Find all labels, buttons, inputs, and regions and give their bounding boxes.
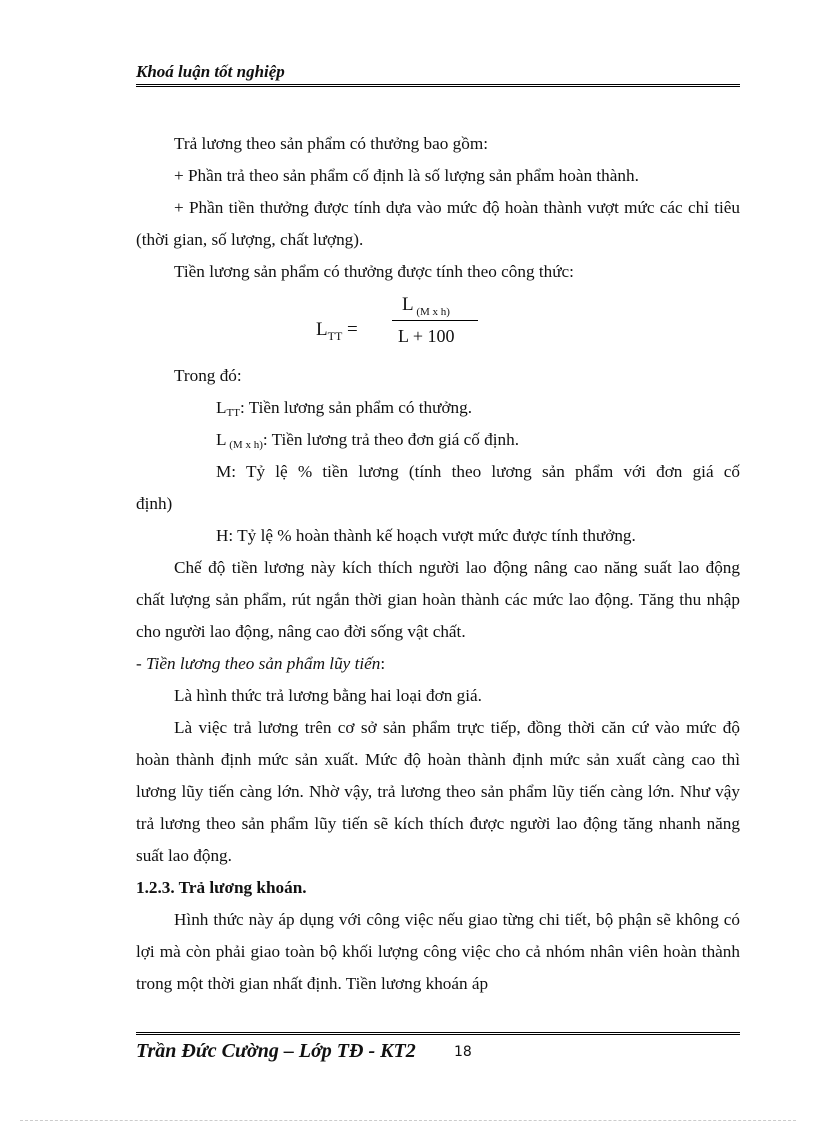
bullet-dash: - xyxy=(136,654,147,673)
formula-lhs-subscript: TT xyxy=(327,328,343,343)
where-label: Trong đó: xyxy=(174,366,242,385)
paragraph-fixed-part: + Phần trả theo sản phẩm cố định là số lượng sản phẩm hoàn thành. xyxy=(174,166,639,185)
footer-author: Trần Đức Cường – Lớp TĐ - KT2 xyxy=(136,1040,416,1062)
formula-denominator: L + 100 xyxy=(398,326,455,346)
bonus-wage-formula xyxy=(136,294,740,360)
bullet-colon: : xyxy=(380,654,386,673)
formula-fraction xyxy=(392,290,482,351)
paragraph-contract-wage: Hình thức này áp dụng với công việc nếu giao từng chi tiết, bộ phận sẽ không có lợi mà còn phải giao toàn bộ khối lượng công việc cho cả nhóm nhân viên hoàn thành trong một thời gian nhất định. Tiền lương khoán áp xyxy=(136,910,740,993)
paragraph-two-prices: Là hình thức trả lương bằng hai loại đơn giá. xyxy=(174,686,482,705)
page-number: 18 xyxy=(454,1044,472,1060)
definition-lmh-subscript: (M x h) xyxy=(226,439,263,451)
body-text xyxy=(136,128,740,1000)
definition-ltt-subscript: TT xyxy=(226,407,240,419)
definition-ltt-symbol: L xyxy=(216,398,227,417)
definition-h: H: Tỷ lệ % hoàn thành kế hoạch vượt mức được tính thưởng. xyxy=(216,526,636,545)
definition-lmh xyxy=(136,424,740,456)
formula-numerator-subscript: (M x h) xyxy=(413,305,450,318)
definition-lmh-text: : Tiền lương trả theo đơn giá cố định. xyxy=(262,430,520,449)
paragraph-formula-intro: Tiền lương sản phẩm có thưởng được tính theo công thức: xyxy=(174,262,574,281)
paragraph-bonus-part: + Phần tiền thưởng được tính dựa vào mức độ hoàn thành vượt mức các chỉ tiêu (thời gian, số lượng, chất lượng). xyxy=(136,198,740,249)
formula-lhs xyxy=(316,314,358,352)
page-edge-divider xyxy=(20,1120,796,1121)
definition-m-continued: định) xyxy=(136,494,173,513)
running-header-title: Khoá luận tốt nghiệp xyxy=(136,62,285,81)
paragraph-incentive: Chế độ tiền lương này kích thích người lao động nâng cao năng suất lao động chất lượng sản phẩm, rút ngắn thời gian hoàn thành các mức lao động. Tăng thu nhập cho người lao động, nâng cao đời sống vật chất. xyxy=(136,558,740,641)
definition-lmh-symbol: L xyxy=(216,430,227,449)
formula-equals: = xyxy=(342,319,358,340)
definition-m: M: Tỷ lệ % tiền lương (tính theo lương sản phẩm với đơn giá cố xyxy=(216,462,740,481)
paragraph-intro: Trả lương theo sản phẩm có thưởng bao gồm: xyxy=(174,134,489,153)
header-rule xyxy=(136,84,740,87)
formula-numerator-symbol: L xyxy=(402,294,414,315)
footer-rule xyxy=(136,1032,740,1035)
definition-ltt xyxy=(136,392,740,424)
formula-numerator xyxy=(392,290,482,320)
bullet-progressive-wage xyxy=(136,648,740,680)
paragraph-progressive-detail: Là việc trả lương trên cơ sở sản phẩm trực tiếp, đồng thời căn cứ vào mức độ hoàn thành định mức sản xuất. Mức độ hoàn thành định mức sản xuất càng cao thì lương lũy tiến càng lớn. Nhờ vậy, trả lương theo sản phẩm lũy tiến càng lớn. Như vậy trả lương theo sản phẩm lũy tiến sẽ kích thích được người lao động tăng nhanh năng suất lao động. xyxy=(136,718,740,865)
section-heading: 1.2.3. Trả lương khoán. xyxy=(136,878,307,897)
formula-lhs-symbol: L xyxy=(316,319,328,340)
definition-ltt-text: : Tiền lương sản phẩm có thưởng. xyxy=(239,398,473,417)
bullet-progressive-wage-title: Tiền lương theo sản phẩm lũy tiến xyxy=(146,654,381,673)
